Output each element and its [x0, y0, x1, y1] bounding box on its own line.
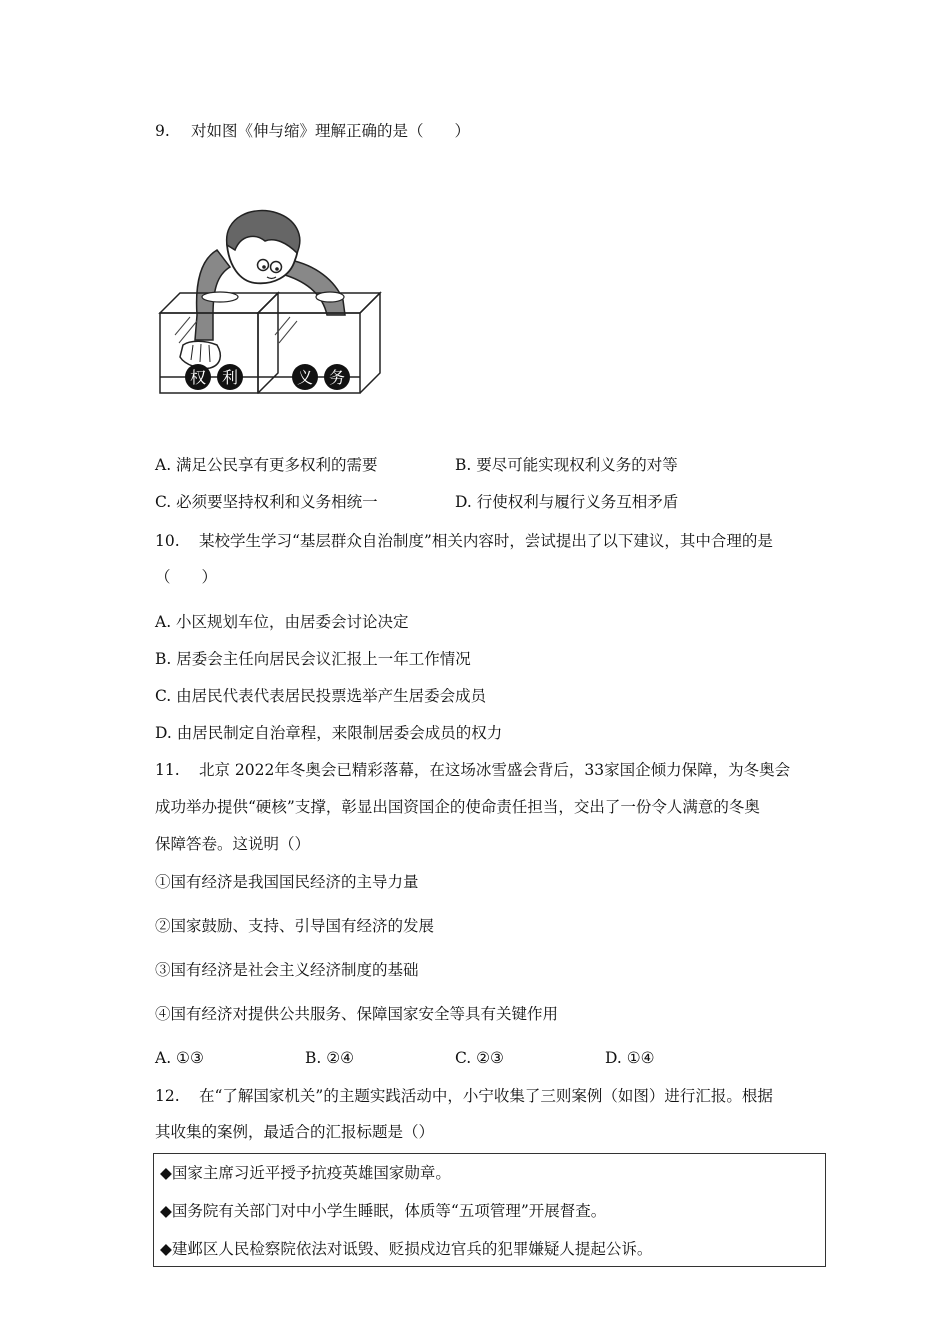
q11-statement-1: ①国有经济是我国国民经济的主导力量: [155, 873, 419, 891]
case-item-2: ◆国务院有关部门对中小学生睡眠，体质等“五项管理”开展督查。: [160, 1202, 607, 1220]
q9-option-c: C. 必须要坚持权利和义务相统一: [155, 493, 378, 511]
q9-option-b: B. 要尽可能实现权利义务的对等: [455, 456, 678, 474]
question-text: 北京 2022年冬奥会已精彩落幕，在这场冰雪盛会背后，33家国企倾力保障，为冬奥会: [199, 761, 791, 779]
question-12-stem: [155, 1086, 773, 1106]
question-number: 10.: [155, 532, 180, 550]
question-text: 某校学生学习“基层群众自治制度”相关内容时，尝试提出了以下建议，其中合理的是: [199, 532, 773, 550]
q11-statement-3: ③国有经济是社会主义经济制度的基础: [155, 961, 419, 979]
question-10-stem: [155, 531, 773, 551]
q11-option-c: C. ②③: [455, 1049, 504, 1067]
case-box: [153, 1153, 826, 1267]
q11-statement-4: ④国有经济对提供公共服务、保障国家安全等具有关键作用: [155, 1005, 559, 1023]
q11-option-a: A. ①③: [155, 1049, 204, 1067]
question-text: 在“了解国家机关”的主题实践活动中，小宁收集了三则案例（如图）进行汇报。根据: [199, 1087, 773, 1105]
q11-option-b: B. ②④: [305, 1049, 355, 1067]
q10-option-c: C. 由居民代表代表居民投票选举产生居委会成员: [155, 687, 487, 705]
q9-option-d: D. 行使权利与履行义务互相矛盾: [455, 493, 679, 511]
question-number: 9.: [155, 122, 170, 140]
question-text: 对如图《伸与缩》理解正确的是（ ）: [191, 122, 471, 140]
rights-duties-illustration: [155, 205, 385, 400]
q10-option-a: A. 小区规划车位，由居委会讨论决定: [155, 613, 409, 631]
case-item-1: ◆国家主席习近平授予抗疫英雄国家勋章。: [160, 1164, 451, 1182]
q9-option-a: A. 满足公民享有更多权利的需要: [155, 456, 378, 474]
question-10-stem-cont: （ ）: [155, 568, 218, 586]
figure-label-yi: 义: [296, 368, 314, 387]
q10-option-d: D. 由居民制定自治章程，来限制居委会成员的权力: [155, 724, 503, 742]
question-11-stem-cont-1: 成功举办提供“硬核”支撑，彰显出国资国企的使命责任担当，交出了一份令人满意的冬奥: [155, 798, 760, 816]
q10-option-b: B. 居委会主任向居民会议汇报上一年工作情况: [155, 650, 471, 668]
figure-label-wu: 务: [328, 368, 346, 387]
q11-option-d: D. ①④: [605, 1049, 655, 1067]
question-12-stem-cont: 其收集的案例，最适合的汇报标题是（）: [155, 1123, 435, 1141]
figure-label-li: 利: [221, 368, 239, 387]
question-number: 12.: [155, 1087, 180, 1105]
figure-label-quan: 权: [189, 368, 207, 387]
q11-statement-2: ②国家鼓励、支持、引导国有经济的发展: [155, 917, 435, 935]
case-item-3: ◆建邺区人民检察院依法对诋毁、贬损戍边官兵的犯罪嫌疑人提起公诉。: [160, 1240, 653, 1258]
question-11-stem-cont-2: 保障答卷。这说明（）: [155, 835, 311, 853]
question-11-stem: [155, 760, 790, 780]
question-9-stem: [155, 121, 470, 141]
question-number: 11.: [155, 761, 180, 779]
